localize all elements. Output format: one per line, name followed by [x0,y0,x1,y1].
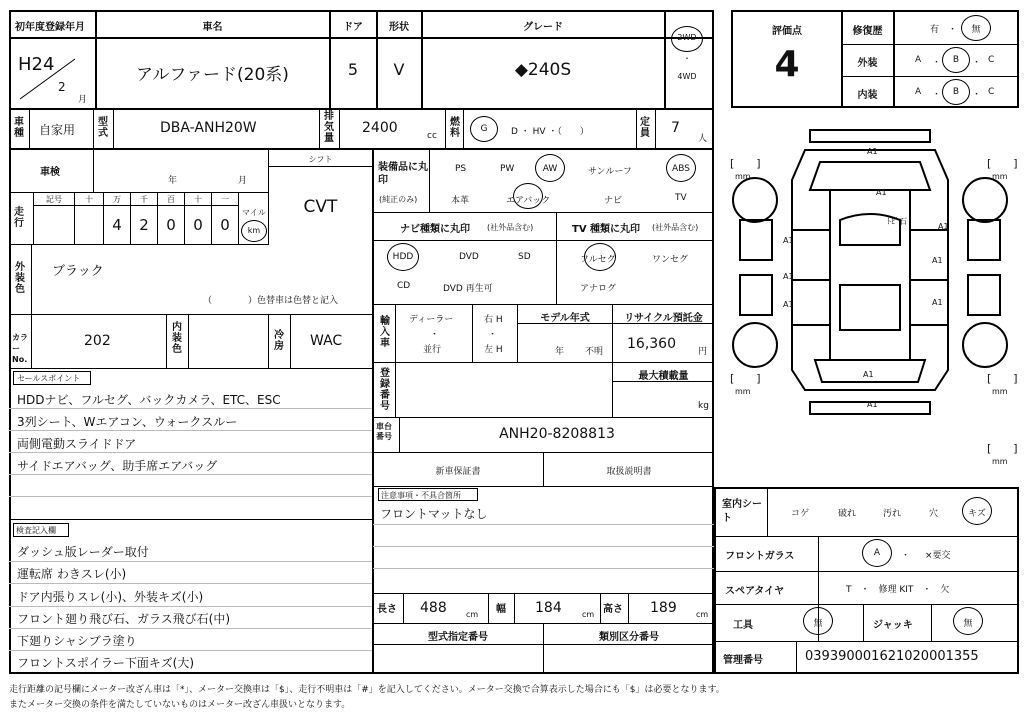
ac-label: 冷房 [274,330,284,352]
jack-label: ジャッキ [873,620,913,631]
exterior-color-label: 外装色 [15,262,25,295]
tire-bracket-rl: [ ] [730,372,761,385]
equipment-sublabel: (純正のみ) [379,195,418,204]
glass-dot: ・ [901,551,911,561]
reg-year-label: 初年度登録年月 [15,22,85,33]
tv-type-sub: (社外品含む) [652,223,699,232]
capacity: 7 [671,120,680,136]
color-no: 202 [84,333,111,349]
shift-label: シフト [308,155,333,164]
navi-dvd-play: DVD 再生可 [443,284,493,294]
shape: V [393,60,405,79]
digit-header-ichi: 一 [221,195,229,204]
tire-mm-fr: mm [992,172,1008,181]
jack: 無 [963,619,973,629]
seat-hole: 穴 [929,509,939,519]
height-label: 高さ [603,604,623,615]
usage: 自家用 [39,123,76,137]
inspector-line-4: フロント廻り飛び石、ガラス飛び石(中) [17,612,231,626]
model-year-unknown: 不明 [585,347,604,357]
shape-label: 形状 [389,22,409,33]
navi-type-sub: (社外品含む) [487,223,534,232]
interior-dot1: ・ [932,90,942,100]
width-unit: cm [582,610,595,619]
score: 4 [774,44,800,85]
tire-bracket-rr: [ ] [987,372,1018,385]
repair-yes: 有 [930,25,940,35]
repair-dot: ・ [948,25,958,35]
width: 184 [535,600,562,616]
equip-abs: ABS [672,164,690,174]
usage-label: 車種 [14,117,24,139]
interior-label: 内装 [857,90,878,101]
fuel-label: 燃料 [450,117,460,139]
seat-label: 室内シート [722,499,762,524]
equip-airbag: エアバック [506,196,551,206]
interior-a: A [915,87,922,97]
import-dot-2: ・ [488,330,498,340]
recycle-unit: 円 [698,347,708,357]
exterior-dot2: ・ [972,58,982,68]
import-dot: ・ [430,330,440,340]
recycle-label: リサイクル預託金 [624,313,703,324]
km-label: km [247,226,261,235]
exterior-a: A [915,55,922,65]
sales-point-line-3: 両側電動スライドドア [17,437,137,451]
glass-label: フロントガラス [725,551,795,562]
interior-b: B [952,87,960,97]
digit-header-sen: 千 [140,195,148,204]
sales-point-line-2: 3列シート、Wエアコン、ウォークスルー [17,415,238,429]
mile-label: マイル [242,208,266,217]
import-right-h: 右 H [484,315,503,325]
equip-navi: ナビ [604,196,623,206]
doors: 5 [347,60,359,79]
diagram-mark-2: A1 [876,188,887,197]
inspector-line-5: 下廻りシャシブラ塗り [17,634,137,648]
inspector-label: 検査記入欄 [16,526,56,535]
exterior-label: 外装 [857,58,878,69]
tv-analog: アナログ [580,284,617,294]
shift: CVT [303,197,338,217]
tire-bracket-fl: [ ] [730,157,761,170]
tire-mm-rl: mm [735,387,751,396]
digit-header-man: 万 [113,195,121,204]
digit-man: 4 [112,216,122,234]
interior-c: C [988,87,995,97]
diagram-mark-5: A1 [783,272,794,281]
diagram-mark-7: A1 [783,300,794,309]
displacement: 2400 [362,120,398,136]
recycle: 16,360 [627,336,676,352]
diagram-mark-6: A1 [932,298,943,307]
navi-type-label: ナビ種類に丸印 [400,224,470,235]
tv-fullseg: フルセグ [580,255,616,265]
glass-rest: ×要交 [925,551,951,561]
tire-mm-fl: mm [735,172,751,181]
glass-a: A [873,548,881,558]
exterior-b: B [952,55,960,65]
drive-dot: ・ [683,54,691,63]
car-name-label: 車名 [202,22,223,33]
tools: 無 [813,619,823,629]
length-unit: cm [466,610,479,619]
interior-dot2: ・ [972,90,982,100]
reg-year: H24 [18,54,55,75]
notes-text: フロントマットなし [380,507,488,521]
interior-color-label: 内装色 [172,322,182,355]
sales-point-line-4: サイドエアバッグ、助手席エアバッグ [17,459,218,473]
digit-header-juu: 十 [194,195,202,204]
tv-oneseg: ワンセグ [652,255,689,265]
chassis: ANH20-8208813 [499,426,615,442]
tire-bracket-fr: [ ] [987,157,1018,170]
seat-scratch: キズ [968,509,986,519]
sales-point-line-1: HDDナビ、フルセグ、バックカメラ、ETC、ESC [17,393,281,407]
seat-stain: 汚れ [883,509,902,519]
mgmt: 039390001621020001355 [805,649,979,664]
diagram-mark-3: A1 [783,236,794,245]
mgmt-label: 管理番号 [723,655,763,666]
max-load-label: 最大積載量 [638,371,689,382]
fuel-options: D ・ HV ・（ ） [511,127,589,137]
digit-header-symbol: 記号 [46,195,62,204]
footer-line-1: 走行距離の記号欄にメーター改ざん車は「*」、メーター交換車は「$」、走行不明車は「#」を記入してください。メーター交換で合算表示した場合にも「$」は必要となります。 [9,685,725,695]
seat-scorch: コゲ [791,509,810,519]
diagram-mark-8: A1 [863,370,874,379]
grade: ◆240S [514,60,572,80]
inspector-line-3: ドア内張りスレ(小)、外装キズ(小) [17,590,204,604]
spare-label: スペアタイヤ [725,586,785,597]
score-label: 評価点 [772,26,802,37]
drive-2wd: 2WD [677,33,697,42]
inspector-line-1: ダッシュ版レーダー取付 [17,545,149,559]
door-label: ドア [343,22,363,33]
reg-no-label: 登録番号 [380,368,390,412]
mileage-label: 走行 [14,207,24,229]
equip-aw: AW [542,164,558,174]
digit-ichi: 0 [220,216,230,234]
inspector-line-6: フロントスポイラー下面キズ(大) [17,656,195,670]
drive-4wd: 4WD [677,72,697,81]
import-dealer: ディーラー [409,315,454,325]
diagram-mark-10: A1 [938,222,949,231]
car-body-diagram [720,120,1020,480]
diagram-mark-1: A1 [867,147,878,156]
model-year-label: モデル年式 [540,313,590,324]
navi-hdd: HDD [392,252,414,262]
fuel-g: G [480,124,488,134]
diagram-mark-9: A1 [867,400,878,409]
width-label: 幅 [496,604,506,615]
seat-tear: 破れ [838,509,857,519]
warranty: 新車保証書 [435,467,481,477]
capacity-label: 定員 [640,117,650,139]
digit-juu: 0 [193,216,203,234]
class-no-label: 類別区分番号 [599,632,659,643]
repair-label: 修復歴 [852,26,883,37]
model-label: 型式 [98,117,108,139]
length-label: 長さ [377,604,397,615]
reg-month-unit: 月 [78,95,88,105]
height: 189 [650,600,677,616]
length: 488 [420,600,447,616]
model: DBA-ANH20W [160,120,257,136]
model-year-unit: 年 [555,347,565,357]
diagram-mark-4: A1 [932,256,943,265]
import-left-h: 左 H [484,345,503,355]
equip-ps: PS [455,164,467,174]
color-no-label: カラーNo. [12,333,28,364]
shaken-label: 車検 [40,167,60,178]
import-parallel: 並行 [423,345,442,355]
type-no-label: 型式指定番号 [428,632,488,643]
spare-options: T ・ 修理 KIT ・ 欠 [846,585,950,595]
navi-cd: CD [397,281,411,291]
shaken-year-unit: 年 [168,176,178,186]
digit-header-hyaku: 百 [167,195,175,204]
reg-month: 2 [58,80,66,94]
max-load-unit: kg [698,401,709,411]
notes-label: 注意事項・不具合箇所 [381,491,461,500]
repair-no: 無 [971,25,981,35]
tire-mm-rr: mm [992,387,1008,396]
equipment-label: 装備品に丸印 [378,162,428,186]
navi-dvd: DVD [459,252,479,262]
diagram-stone: ﾄﾋﾞ石 [887,217,907,226]
sales-points-label: セールスポイント [17,374,81,383]
height-unit: cm [696,610,709,619]
digit-header-ten-man: 十 [85,195,93,204]
digit-hyaku: 0 [166,216,176,234]
exterior-c: C [988,55,995,65]
capacity-unit: 人 [698,134,708,144]
exterior-color: ブラック [52,264,104,279]
navi-sd: SD [518,252,531,262]
inspector-line-2: 運転席 わきスレ(小) [17,567,127,581]
shaken-month-unit: 月 [238,176,248,186]
displacement-unit: cc [427,131,437,141]
digit-sen: 2 [139,216,149,234]
footer-line-2: またメーター交換の条件を満たしていないものはメーター改ざん車扱いとなります。 [9,700,351,710]
import-label: 輸入車 [380,316,390,349]
chassis-label: 車台番号 [376,422,392,441]
equip-sunroof: サンルーフ [588,167,632,177]
color-change-note: （ ）色替車は色替と記入 [203,296,339,306]
ac: WAC [310,333,343,349]
manual: 取扱説明書 [606,467,652,477]
equip-leather: 本革 [451,196,470,206]
tools-label: 工具 [733,620,753,631]
car-name: アルファード(20系) [136,65,289,85]
tire-bracket-spare: [ ] [987,442,1018,455]
tv-type-label: TV 種類に丸印 [572,224,641,235]
displacement-label: 排気量 [324,111,334,144]
exterior-dot1: ・ [932,58,942,68]
tire-mm-spare: mm [992,457,1008,466]
grade-label: グレード [523,22,563,33]
equip-pw: PW [500,164,515,174]
equip-tv: TV [675,193,687,203]
